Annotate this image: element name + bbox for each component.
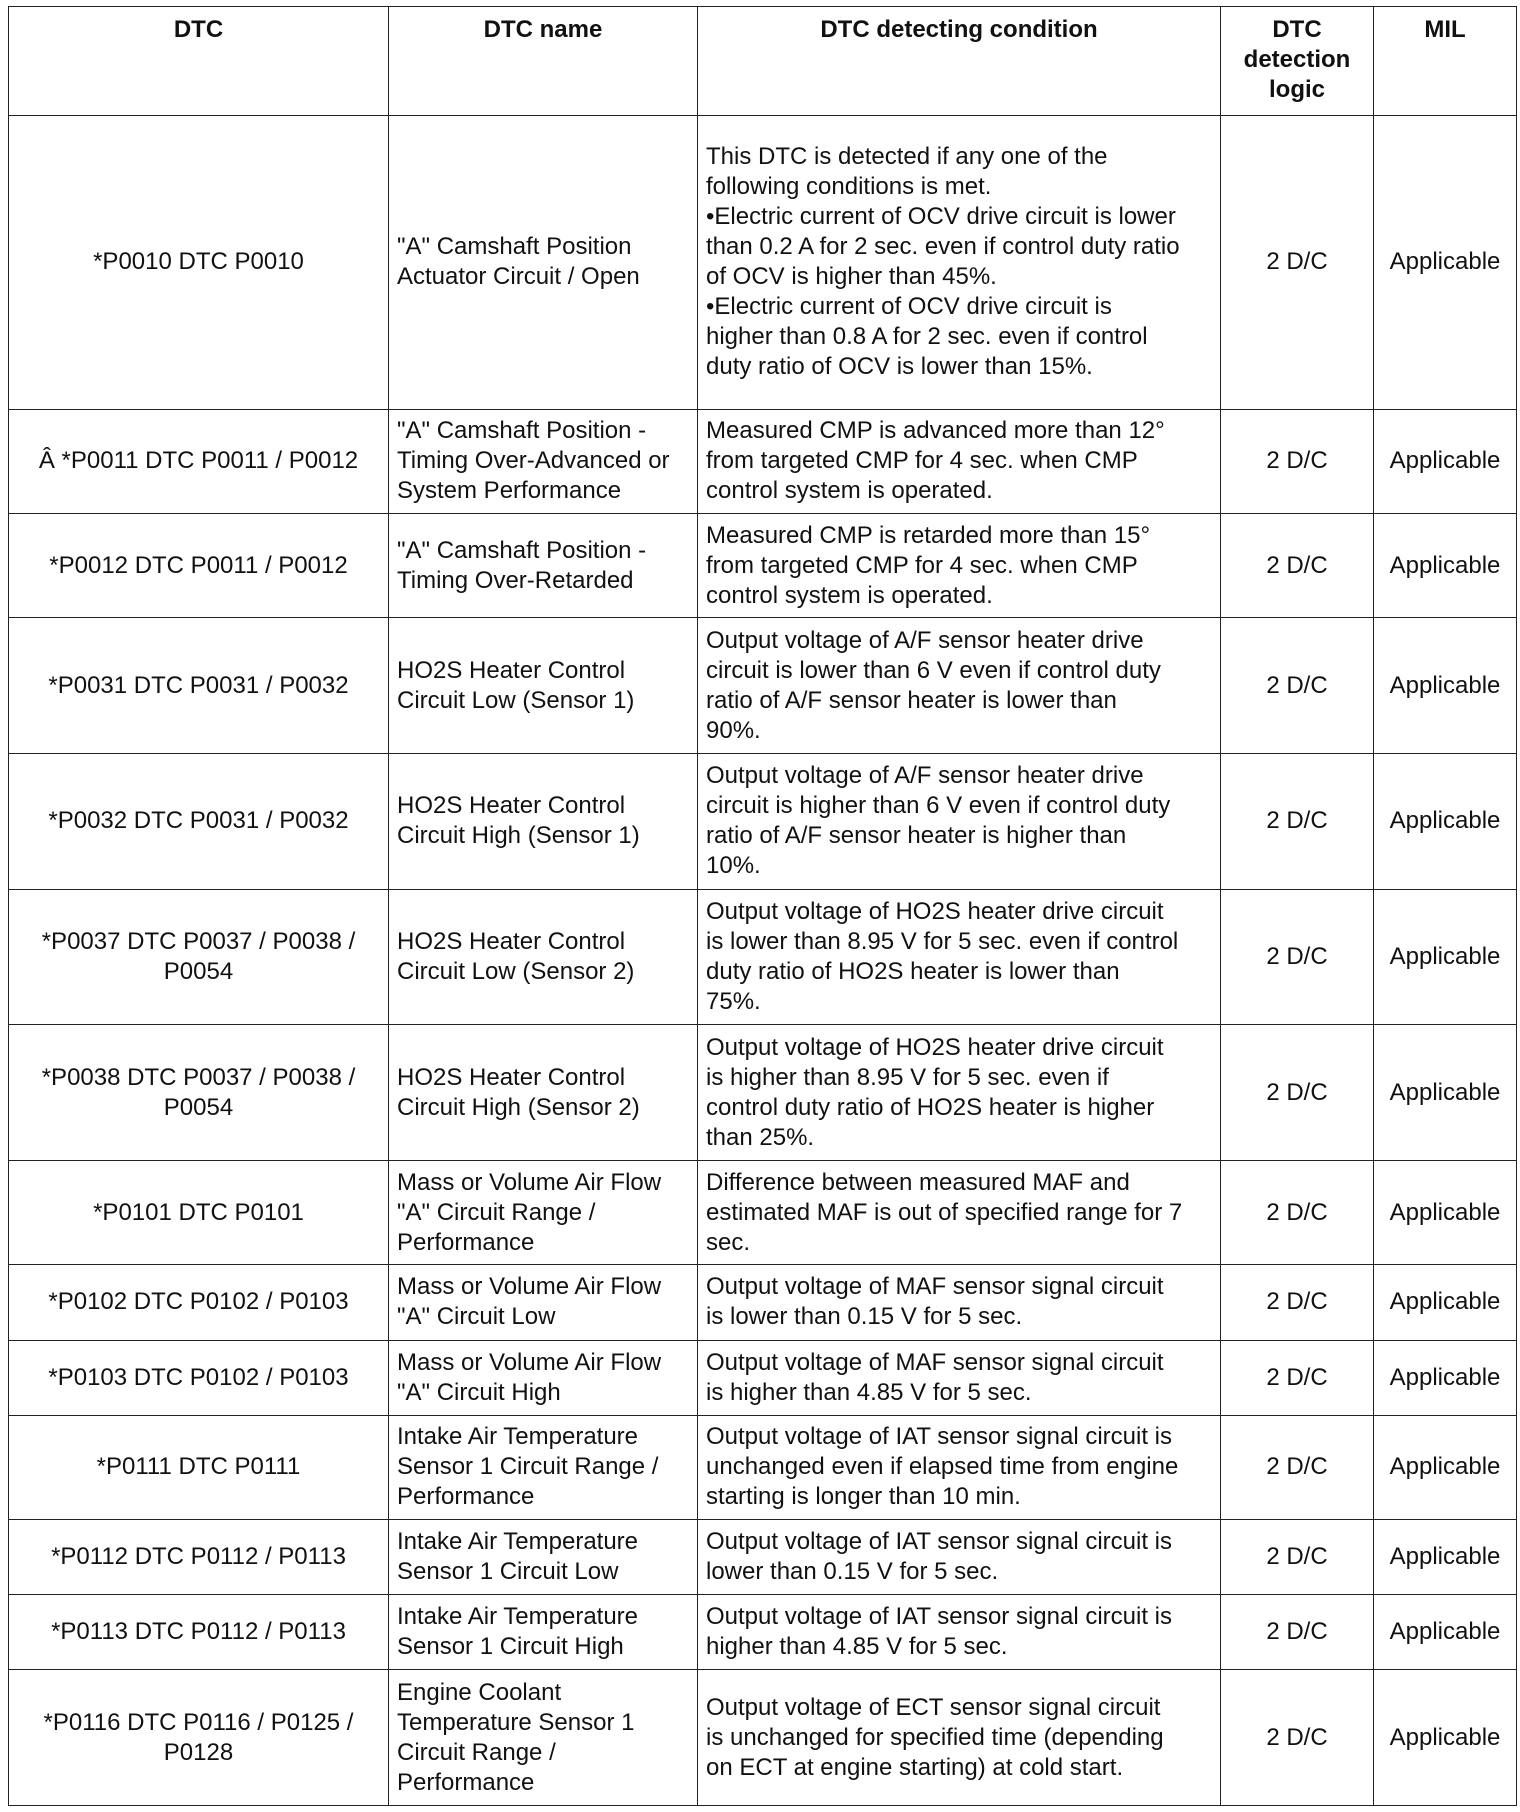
detecting-condition-line: Output voltage of HO2S heater drive circuit (706, 1033, 1164, 1061)
dtc-code-line: P0128 (163, 1738, 234, 1766)
mil-cell: Applicable (1374, 889, 1517, 1025)
detecting-condition-line: Measured CMP is advanced more than 12° (706, 417, 1165, 445)
table-row (9, 1340, 1517, 1415)
detecting-condition-line: is unchanged for specified time (depending (706, 1723, 1164, 1751)
dtc-code-cell (9, 116, 389, 410)
dtc-code-cell (9, 1415, 389, 1519)
detection-logic-cell: 2 D/C (1221, 1025, 1374, 1161)
dtc-code-cell (9, 1025, 389, 1161)
mil-cell: Applicable (1374, 1519, 1517, 1594)
dtc-name-line: "A" Camshaft Position - (397, 417, 647, 445)
detecting-condition-line: than 0.2 A for 2 sec. even if control duty ratio (706, 233, 1180, 261)
dtc-name-line: Circuit Low (Sensor 1) (397, 686, 635, 714)
dtc-code-cell (9, 1670, 389, 1806)
detecting-condition-line: ratio of A/F sensor heater is lower than (706, 686, 1117, 714)
dtc-name-line: Mass or Volume Air Flow (397, 1273, 662, 1301)
dtc-code-line: *P0103 DTC P0102 / P0103 (48, 1363, 349, 1391)
mil-cell: Applicable (1374, 1161, 1517, 1265)
table-row (9, 1415, 1517, 1519)
dtc-name-line: Sensor 1 Circuit High (397, 1633, 624, 1661)
dtc-code-line: *P0112 DTC P0112 / P0113 (51, 1543, 346, 1570)
dtc-code-line: *P0032 DTC P0031 / P0032 (48, 807, 349, 835)
mil-cell: Applicable (1374, 1595, 1517, 1670)
dtc-name-line: Performance (397, 1483, 535, 1511)
dtc-code-line: *P0116 DTC P0116 / P0125 / (43, 1708, 354, 1736)
dtc-name-line: Mass or Volume Air Flow (397, 1168, 662, 1196)
dtc-name-line: Engine Coolant (397, 1678, 562, 1706)
dtc-name-line: Sensor 1 Circuit Range / (397, 1453, 659, 1481)
header-logic-line: detection (1243, 46, 1351, 73)
dtc-name-line: Circuit High (Sensor 1) (397, 822, 640, 850)
dtc-code-cell (9, 1340, 389, 1415)
dtc-name-cell (389, 618, 698, 754)
mil-cell: Applicable (1374, 1265, 1517, 1340)
dtc-name-cell (389, 1340, 698, 1415)
detection-logic-cell: 2 D/C (1221, 1415, 1374, 1519)
mil-cell: Applicable (1374, 754, 1517, 890)
detection-logic-cell: 2 D/C (1221, 1265, 1374, 1340)
dtc-name-cell (389, 1519, 698, 1594)
dtc-name-cell (389, 1265, 698, 1340)
dtc-name-line: "A" Camshaft Position - (397, 536, 647, 564)
dtc-name-line: HO2S Heater Control (397, 656, 626, 684)
detecting-condition-line: control duty ratio of HO2S heater is higher (706, 1093, 1155, 1121)
dtc-code-line: *P0113 DTC P0112 / P0113 (51, 1618, 346, 1646)
detecting-condition-line: •Electric current of OCV drive circuit is lower (706, 203, 1176, 231)
dtc-code-cell (9, 1161, 389, 1265)
detection-logic-cell: 2 D/C (1221, 1519, 1374, 1594)
dtc-code-line: *P0111 DTC P0111 (96, 1453, 301, 1481)
dtc-name-cell (389, 409, 698, 513)
detecting-condition-cell (698, 514, 1221, 618)
dtc-name-line: Sensor 1 Circuit Low (397, 1558, 619, 1585)
dtc-code-line: *P0037 DTC P0037 / P0038 / (41, 928, 356, 956)
dtc-name-line: "A" Circuit Low (397, 1303, 556, 1331)
detecting-condition-line: Output voltage of MAF sensor signal circuit (706, 1348, 1164, 1376)
detecting-condition-cell (698, 1340, 1221, 1415)
dtc-code-cell (9, 409, 389, 513)
mil-cell: Applicable (1374, 409, 1517, 513)
dtc-name-line: "A" Circuit High (397, 1378, 561, 1406)
detecting-condition-line: ratio of A/F sensor heater is higher than (706, 822, 1127, 850)
dtc-name-cell (389, 754, 698, 890)
dtc-name-line: HO2S Heater Control (397, 1063, 626, 1091)
dtc-table (8, 6, 1517, 1806)
dtc-name-line: Intake Air Temperature (397, 1528, 639, 1555)
mil-cell: Applicable (1374, 116, 1517, 410)
detecting-condition-line: unchanged even if elapsed time from engine (706, 1453, 1179, 1481)
dtc-name-line: Circuit Low (Sensor 2) (397, 958, 635, 986)
detecting-condition-cell (698, 889, 1221, 1025)
detecting-condition-line: following conditions is met. (706, 173, 992, 201)
dtc-name-line: Timing Over-Retarded (397, 566, 634, 594)
header-mil: MIL (1374, 7, 1517, 116)
detection-logic-cell: 2 D/C (1221, 754, 1374, 890)
dtc-code-line: *P0012 DTC P0011 / P0012 (49, 551, 348, 579)
dtc-name-cell (389, 1161, 698, 1265)
detection-logic-cell: 2 D/C (1221, 1340, 1374, 1415)
detecting-condition-line: is higher than 4.85 V for 5 sec. (706, 1378, 1032, 1406)
detecting-condition-line: circuit is higher than 6 V even if control duty (706, 792, 1171, 820)
dtc-code-line: P0054 (163, 1093, 234, 1121)
header-detecting-condition: DTC detecting condition (698, 7, 1221, 116)
dtc-name-line: Circuit High (Sensor 2) (397, 1093, 640, 1121)
dtc-code-line: *P0038 DTC P0037 / P0038 / (41, 1063, 356, 1091)
detecting-condition-line: This DTC is detected if any one of the (706, 143, 1108, 171)
detection-logic-cell: 2 D/C (1221, 1595, 1374, 1670)
detecting-condition-line: of OCV is higher than 45%. (706, 263, 997, 291)
mil-cell: Applicable (1374, 1670, 1517, 1806)
detecting-condition-line: is lower than 0.15 V for 5 sec. (706, 1303, 1023, 1331)
detection-logic-cell: 2 D/C (1221, 409, 1374, 513)
detecting-condition-cell (698, 1415, 1221, 1519)
dtc-name-line: HO2S Heater Control (397, 928, 626, 956)
table-row (9, 618, 1517, 754)
detecting-condition-line: from targeted CMP for 4 sec. when CMP (706, 447, 1138, 475)
dtc-name-cell (389, 1415, 698, 1519)
detecting-condition-cell (698, 1025, 1221, 1161)
dtc-code-cell (9, 754, 389, 890)
detecting-condition-line: Output voltage of A/F sensor heater drive (706, 762, 1144, 790)
table-row (9, 1265, 1517, 1340)
dtc-code-cell (9, 1265, 389, 1340)
dtc-name-line: "A" Circuit Range / (397, 1198, 596, 1226)
table-row (9, 409, 1517, 513)
detection-logic-cell: 2 D/C (1221, 514, 1374, 618)
detecting-condition-line: Output voltage of IAT sensor signal circuit is (706, 1603, 1172, 1631)
detecting-condition-line: Difference between measured MAF and (706, 1168, 1130, 1196)
dtc-name-line: Intake Air Temperature (397, 1423, 639, 1451)
detecting-condition-line: estimated MAF is out of specified range for 7 (706, 1198, 1183, 1226)
detecting-condition-cell (698, 1161, 1221, 1265)
mil-cell: Applicable (1374, 618, 1517, 754)
detecting-condition-cell (698, 618, 1221, 754)
dtc-code-cell (9, 889, 389, 1025)
mil-cell: Applicable (1374, 1415, 1517, 1519)
detecting-condition-cell (698, 409, 1221, 513)
detection-logic-cell: 2 D/C (1221, 116, 1374, 410)
detecting-condition-line: higher than 0.8 A for 2 sec. even if control (706, 323, 1148, 351)
detecting-condition-line: on ECT at engine starting) at cold start. (706, 1753, 1124, 1781)
header-dtc: DTC (9, 7, 389, 116)
detecting-condition-line: 75%. (706, 988, 761, 1016)
table-row (9, 889, 1517, 1025)
dtc-code-cell (9, 618, 389, 754)
dtc-name-cell (389, 1595, 698, 1670)
detection-logic-cell: 2 D/C (1221, 1161, 1374, 1265)
dtc-name-line: "A" Camshaft Position (397, 233, 632, 261)
table-body (9, 116, 1517, 1806)
detecting-condition-line: •Electric current of OCV drive circuit is (706, 293, 1112, 321)
dtc-name-cell (389, 116, 698, 410)
detecting-condition-line: control system is operated. (706, 581, 993, 609)
detecting-condition-cell (698, 1670, 1221, 1806)
dtc-code-cell (9, 1519, 389, 1594)
table-row (9, 514, 1517, 618)
detecting-condition-line: Output voltage of IAT sensor signal circuit is (706, 1528, 1172, 1555)
dtc-code-line: P0054 (163, 958, 234, 986)
detecting-condition-cell (698, 1519, 1221, 1594)
dtc-code-line: *P0010 DTC P0010 (93, 248, 304, 276)
dtc-code-line: *P0101 DTC P0101 (93, 1198, 304, 1226)
table-row (9, 116, 1517, 410)
detecting-condition-line: Output voltage of HO2S heater drive circuit (706, 898, 1164, 926)
detecting-condition-line: 90%. (706, 716, 761, 744)
mil-cell: Applicable (1374, 514, 1517, 618)
detection-logic-cell: 2 D/C (1221, 1670, 1374, 1806)
detecting-condition-line: Measured CMP is retarded more than 15° (706, 521, 1151, 549)
detecting-condition-line: sec. (706, 1228, 751, 1256)
dtc-name-cell (389, 514, 698, 618)
dtc-name-line: HO2S Heater Control (397, 792, 626, 820)
dtc-code-line: Â *P0011 DTC P0011 / P0012 (38, 447, 359, 475)
detecting-condition-line: control system is operated. (706, 477, 993, 505)
detecting-condition-line: Output voltage of ECT sensor signal circuit (706, 1693, 1161, 1721)
detecting-condition-line: is higher than 8.95 V for 5 sec. even if (706, 1063, 1109, 1091)
detecting-condition-cell (698, 754, 1221, 890)
detecting-condition-line: Output voltage of A/F sensor heater drive (706, 626, 1144, 654)
dtc-name-line: Actuator Circuit / Open (397, 263, 640, 291)
table-row (9, 754, 1517, 890)
dtc-name-cell (389, 1670, 698, 1806)
dtc-name-line: System Performance (397, 477, 622, 505)
mil-cell: Applicable (1374, 1340, 1517, 1415)
detecting-condition-cell (698, 116, 1221, 410)
detecting-condition-line: duty ratio of HO2S heater is lower than (706, 958, 1120, 986)
detecting-condition-line: lower than 0.15 V for 5 sec. (706, 1558, 999, 1585)
header-logic-line: logic (1268, 76, 1325, 103)
dtc-code-cell (9, 514, 389, 618)
dtc-code-line: *P0102 DTC P0102 / P0103 (48, 1288, 349, 1316)
detecting-condition-line: duty ratio of OCV is lower than 15%. (706, 353, 1093, 381)
detection-logic-cell: 2 D/C (1221, 889, 1374, 1025)
table-row (9, 1161, 1517, 1265)
dtc-code-cell (9, 1595, 389, 1670)
dtc-name-cell (389, 1025, 698, 1161)
header-detection-logic (1221, 7, 1374, 116)
table-row (9, 1595, 1517, 1670)
table-row (9, 1670, 1517, 1806)
detecting-condition-cell (698, 1265, 1221, 1340)
detecting-condition-cell (698, 1595, 1221, 1670)
detection-logic-cell: 2 D/C (1221, 618, 1374, 754)
dtc-name-line: Timing Over-Advanced or (397, 447, 670, 475)
mil-cell: Applicable (1374, 1025, 1517, 1161)
header-dtc-name: DTC name (389, 7, 698, 116)
dtc-name-cell (389, 889, 698, 1025)
dtc-name-line: Temperature Sensor 1 (397, 1708, 635, 1736)
dtc-name-line: Circuit Range / (397, 1738, 556, 1766)
detecting-condition-line: Output voltage of MAF sensor signal circuit (706, 1273, 1164, 1301)
dtc-name-line: Performance (397, 1768, 535, 1796)
dtc-name-line: Performance (397, 1228, 535, 1256)
detecting-condition-line: from targeted CMP for 4 sec. when CMP (706, 551, 1138, 579)
detecting-condition-line: circuit is lower than 6 V even if control duty (706, 656, 1161, 684)
header-row (9, 7, 1517, 116)
detecting-condition-line: than 25%. (706, 1123, 815, 1151)
table-row (9, 1519, 1517, 1594)
table-row (9, 1025, 1517, 1161)
dtc-name-line: Mass or Volume Air Flow (397, 1348, 662, 1376)
dtc-name-line: Intake Air Temperature (397, 1603, 639, 1631)
dtc-code-line: *P0031 DTC P0031 / P0032 (48, 671, 349, 699)
header-logic-line: DTC (1272, 16, 1322, 43)
detecting-condition-line: starting is longer than 10 min. (706, 1483, 1021, 1511)
detecting-condition-line: is lower than 8.95 V for 5 sec. even if control (706, 928, 1179, 956)
detecting-condition-line: 10%. (706, 852, 761, 880)
detecting-condition-line: higher than 4.85 V for 5 sec. (706, 1633, 1008, 1661)
detecting-condition-line: Output voltage of IAT sensor signal circuit is (706, 1423, 1172, 1451)
